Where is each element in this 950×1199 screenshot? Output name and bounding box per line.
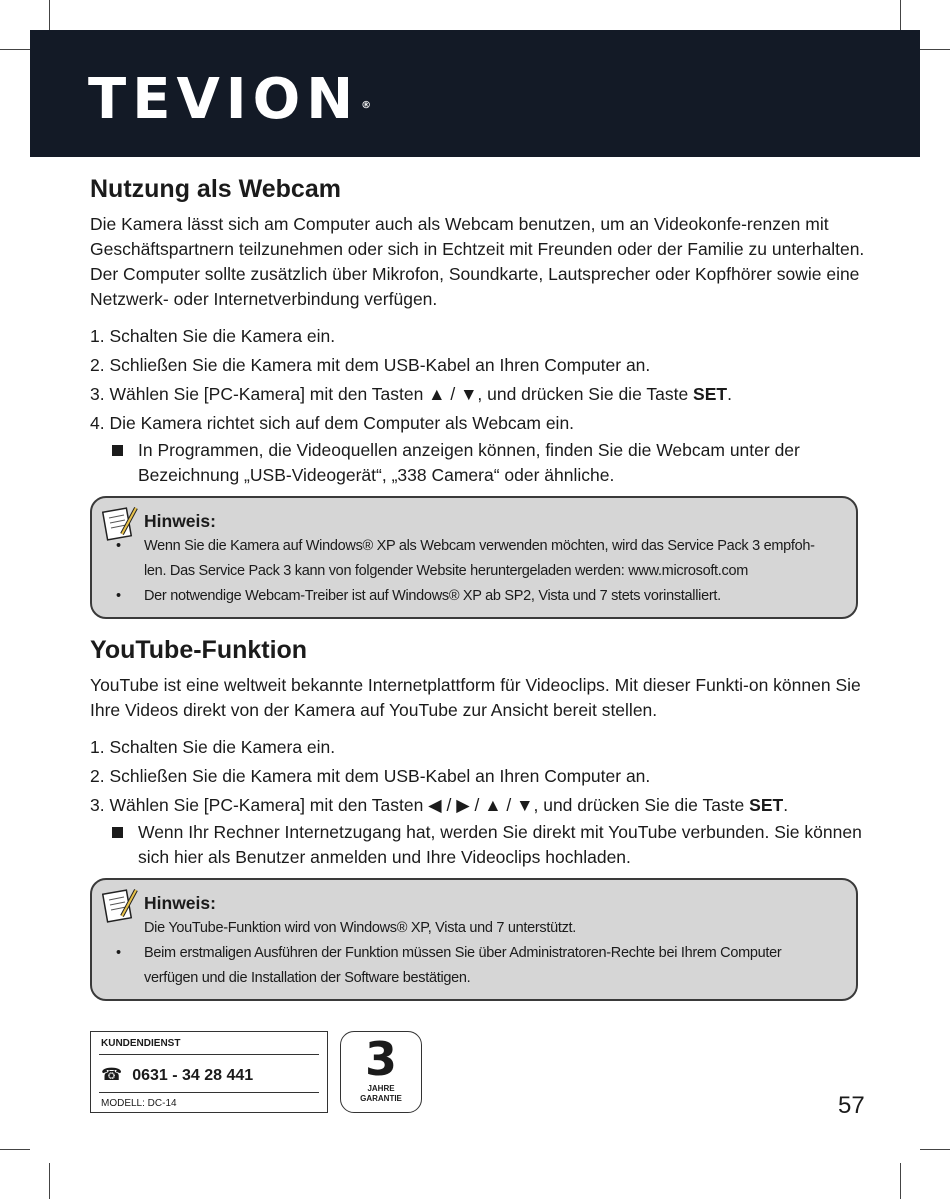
registered-mark: ® <box>361 100 372 111</box>
guarantee-badge <box>340 1031 422 1113</box>
youtube-steps <box>90 733 870 820</box>
webcam-title: Nutzung als Webcam <box>90 175 341 203</box>
guarantee-line: JAHRE <box>367 1084 395 1093</box>
crop-mark <box>920 1149 950 1150</box>
note-text: Wenn Sie die Kamera auf Windows® XP als Webcam verwenden möchten, wird das Service Pack 3 empfoh-len. Das Service Pack 3 kann von folgender Website heruntergeladen werden: www.microsoft.com <box>144 538 815 579</box>
step-punct: . <box>783 795 789 815</box>
page-number: 57 <box>838 1092 865 1119</box>
model-label: MODELL: DC-14 <box>101 1098 177 1109</box>
bullet-text: In Programmen, die Videoquellen anzeigen können, finden Sie die Webcam unter der Bezeichnung „USB-Videogerät“, „338 Camera“ oder ähnliche. <box>138 440 800 485</box>
note-item: • Wenn Sie die Kamera auf Windows® XP als Webcam verwenden möchten, wird das Service Pack 3 empfoh-len. Das Service Pack 3 kann von folgender Website heruntergeladen werden: www.microsoft.com <box>116 538 815 579</box>
service-phone <box>101 1065 253 1085</box>
webcam-step: 2. Schließen Sie die Kamera mit dem USB-Kabel an Ihren Computer an. <box>90 355 651 375</box>
note-text: Der notwendige Webcam-Treiber ist auf Windows® XP ab SP2, Vista und 7 stets vorinstalliert. <box>144 588 721 604</box>
customer-service-box <box>90 1031 328 1113</box>
phone-number: 0631 - 34 28 441 <box>132 1067 254 1084</box>
webcam-step: 4. Die Kamera richtet sich auf dem Computer als Webcam ein. <box>90 413 575 433</box>
webcam-step <box>90 380 870 409</box>
square-bullet-icon <box>112 827 123 838</box>
webcam-bullet <box>90 438 870 488</box>
step-text: 3. Wählen Sie [PC-Kamera] mit den Tasten ◀ / ▶ / ▲ / ▼, und drücken Sie die Taste <box>90 795 750 815</box>
crop-mark <box>920 49 950 50</box>
webcam-steps <box>90 322 870 438</box>
guarantee-line: GARANTIE <box>360 1094 402 1103</box>
bullet-text: Wenn Ihr Rechner Internetzugang hat, werden Sie direkt mit YouTube verbunden. Sie können sich hier als Benutzer anmelden und Ihre Videoclips hochladen. <box>138 822 862 867</box>
youtube-step <box>90 791 870 820</box>
note-text: Beim erstmaligen Ausführen der Funktion müssen Sie über Administratoren-Rechte bei Ihrem Computer verfügen und die Installation der Software bestätigen. <box>144 945 782 986</box>
note-text: Die YouTube-Funktion wird von Windows® XP, Vista und 7 unterstützt. <box>144 920 577 936</box>
divider <box>99 1054 319 1055</box>
youtube-bullet <box>90 820 870 870</box>
youtube-step: 2. Schließen Sie die Kamera mit dem USB-Kabel an Ihren Computer an. <box>90 766 651 786</box>
note-item: • Beim erstmaligen Ausführen der Funktion müssen Sie über Administratoren-Rechte bei Ihrem Computer verfügen und die Installation der Software bestätigen. <box>116 945 782 986</box>
webcam-step: 1. Schalten Sie die Kamera ein. <box>90 326 336 346</box>
youtube-intro: YouTube ist eine weltweit bekannte Internetplattform für Videoclips. Mit dieser Funkti-on können Sie Ihre Videos direkt von der Kamera auf YouTube zur Ansicht bereit stellen. <box>90 675 861 720</box>
brand-name: TEVION <box>88 67 360 132</box>
guarantee-years: 3 <box>364 1032 397 1086</box>
note-title: Hinweis: <box>144 511 216 531</box>
crop-mark <box>0 49 30 50</box>
crop-mark <box>49 1163 50 1199</box>
note-title: Hinweis: <box>144 893 216 913</box>
crop-mark <box>0 1149 30 1150</box>
crop-mark <box>900 1163 901 1199</box>
webcam-intro: Die Kamera lässt sich am Computer auch als Webcam benutzen, um an Videokonfe-renzen mit Geschäftspartnern teilzunehmen oder sich in Echtzeit mit Freunden oder der Familie zu unterhalten. Der Computer sollte zusätzlich über Mikrofon, Soundkarte, Lautsprecher oder Kopfhörer sowie eine Netzwerk- oder Internetverbindung verfügen. <box>90 214 865 309</box>
service-label: KUNDENDIENST <box>101 1038 181 1049</box>
webcam-note-box <box>90 496 858 619</box>
brand-logo <box>88 60 372 140</box>
step-punct: . <box>727 384 732 404</box>
square-bullet-icon <box>112 445 123 456</box>
youtube-step: 1. Schalten Sie die Kamera ein. <box>90 737 336 757</box>
step-text: 3. Wählen Sie [PC-Kamera] mit den Tasten ▲ / ▼, und drücken Sie die Taste <box>90 384 694 404</box>
divider <box>99 1092 319 1093</box>
telephone-icon: ☎ <box>101 1065 123 1084</box>
youtube-title: YouTube-Funktion <box>90 636 308 664</box>
set-key: SET <box>693 384 728 404</box>
youtube-note-box <box>90 878 858 1001</box>
note-item <box>92 916 856 941</box>
page-content <box>90 170 870 1001</box>
set-key: SET <box>749 795 784 815</box>
note-item: • Der notwendige Webcam-Treiber ist auf Windows® XP ab SP2, Vista und 7 stets vorinstalliert. <box>116 588 721 604</box>
